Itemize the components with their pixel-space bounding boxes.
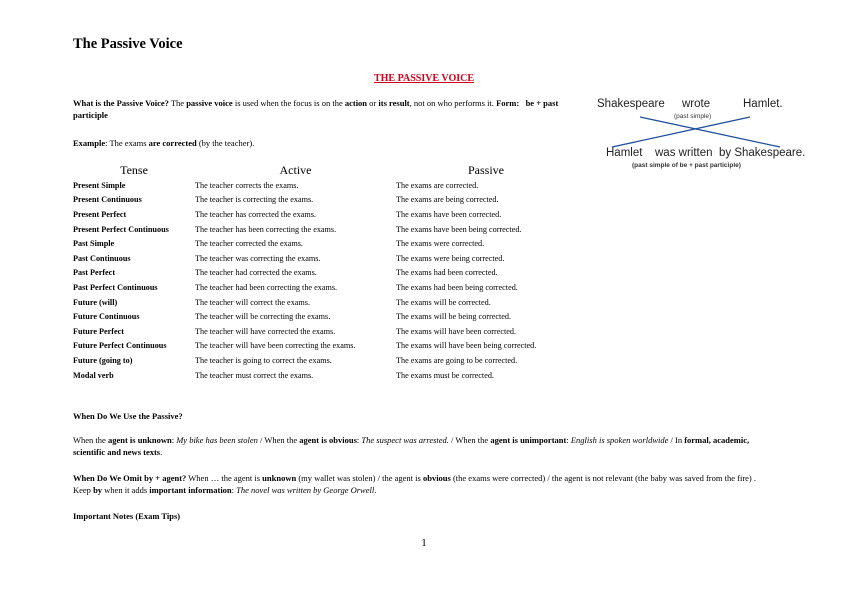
document-title: The Passive Voice [73, 36, 183, 52]
passive-cell: The exams will have been being corrected. [396, 341, 537, 351]
intro-paragraph: What is the Passive Voice? The passive voice is used when the focus is on the action or its result, not on who performs it. Form: be + past participle [73, 98, 559, 120]
tense-cell: Present Simple [73, 180, 126, 190]
header-active: Active [279, 162, 312, 177]
passive-cell: The exams were corrected. [396, 239, 485, 249]
tense-cell: Future Perfect [73, 326, 124, 336]
active-cell: The teacher will correct the exams. [195, 297, 311, 307]
tense-cell: Present Continuous [73, 195, 142, 205]
passive-cell: The exams will be being corrected. [396, 312, 512, 322]
diagram-subject: Shakespeare [597, 98, 665, 110]
diagram-passive-note: (past simple of be + past participle) [632, 162, 741, 169]
diagram-passive-subject: Hamlet [606, 147, 643, 159]
active-cell: The teacher will be correcting the exams. [195, 312, 331, 322]
passive-cell: The exams are corrected. [396, 180, 479, 190]
passive-cell: The exams have been corrected. [396, 209, 502, 219]
diagram-active-note: (past simple) [674, 113, 712, 120]
when-use-paragraph: When the agent is unknown: My bike has been stolen / When the agent is obvious: The suspect was arrested. / When the agent is unimportant: English is spoken worldwide / In formal, academic, scientific and news texts. [73, 435, 750, 457]
table-row [73, 236, 576, 251]
table-row [73, 193, 576, 208]
table-row [73, 353, 576, 368]
header-passive: Passive [468, 162, 504, 177]
active-cell: The teacher had been correcting the exams. [195, 282, 338, 292]
active-cell: The teacher corrects the exams. [195, 180, 299, 190]
active-cell: The teacher corrected the exams. [195, 239, 303, 249]
passive-cell: The exams have been being corrected. [396, 224, 522, 234]
tense-cell: Past Perfect Continuous [73, 282, 158, 292]
tense-cell: Past Continuous [73, 253, 131, 263]
passive-cell: The exams are being corrected. [396, 195, 499, 205]
table-row [73, 339, 576, 354]
tense-cell: Past Perfect [73, 268, 116, 278]
table-row [73, 251, 576, 266]
tense-table [73, 162, 576, 382]
tense-cell: Future Perfect Continuous [73, 341, 167, 351]
active-cell: The teacher was correcting the exams. [195, 253, 321, 263]
diagram-passive-agent: by Shakespeare. [719, 147, 806, 159]
passive-cell: The exams will be corrected. [396, 297, 491, 307]
tense-cell: Future (will) [73, 297, 118, 307]
passive-cell: The exams are going to be corrected. [396, 355, 518, 365]
passive-cell: The exams will have been corrected. [396, 326, 517, 336]
active-cell: The teacher has corrected the exams. [195, 209, 316, 219]
passive-cell: The exams had been being corrected. [396, 282, 518, 292]
table-row [73, 178, 576, 193]
active-passive-diagram [590, 95, 806, 177]
table-row [73, 324, 576, 339]
active-cell: The teacher has been correcting the exams. [195, 224, 337, 234]
diagram-passive-verb: was written [655, 147, 713, 159]
active-cell: The teacher is going to correct the exams. [195, 355, 332, 365]
tense-cell: Modal verb [73, 370, 114, 380]
tense-cell: Past Simple [73, 239, 115, 249]
example-label: Example [73, 138, 106, 148]
table-row [73, 280, 576, 295]
passive-cell: The exams must be corrected. [396, 370, 494, 380]
table-row [73, 207, 576, 222]
table-row [73, 266, 576, 281]
omit-agent-paragraph: When Do We Omit by + agent? When … the agent is unknown (my wallet was stolen) / the agent is obvious (the exams were corrected) / the agent is not relevant (the baby was saved from the fire) . Keep by when it adds important information: The novel was written by George Orwell. [73, 473, 757, 495]
table-row [73, 222, 576, 237]
tense-cell: Present Perfect Continuous [73, 224, 169, 234]
active-cell: The teacher must correct the exams. [195, 370, 314, 380]
passive-cell: The exams had been corrected. [396, 268, 498, 278]
table-row [73, 295, 576, 310]
active-cell: The teacher had corrected the exams. [195, 268, 317, 278]
active-cell: The teacher will have been correcting the exams. [195, 341, 356, 351]
diagram-verb: wrote [682, 98, 711, 110]
tense-cell: Present Perfect [73, 209, 127, 219]
section-heading: THE PASSIVE VOICE [373, 73, 474, 84]
table-row [73, 309, 576, 324]
table-row [73, 368, 576, 383]
form-label: Form: [496, 98, 520, 108]
active-cell: The teacher will have corrected the exams. [195, 326, 336, 336]
passive-cell: The exams were being corrected. [396, 253, 505, 263]
intro-question: What is the Passive Voice? [73, 98, 169, 108]
tense-cell: Future Continuous [73, 312, 140, 322]
page-number: 1 [421, 537, 427, 549]
table-header-row [73, 162, 576, 178]
header-tense: Tense [120, 162, 148, 177]
when-use-heading: When Do We Use the Passive? [73, 411, 183, 421]
form-value: be + past participle [73, 98, 559, 120]
example-paragraph: Example: The exams are corrected (by the teacher). [73, 138, 255, 148]
active-cell: The teacher is correcting the exams. [195, 195, 314, 205]
tense-cell: Future (going to) [73, 355, 133, 365]
diagram-object: Hamlet. [743, 98, 783, 110]
notes-heading: Important Notes (Exam Tips) [73, 511, 181, 521]
